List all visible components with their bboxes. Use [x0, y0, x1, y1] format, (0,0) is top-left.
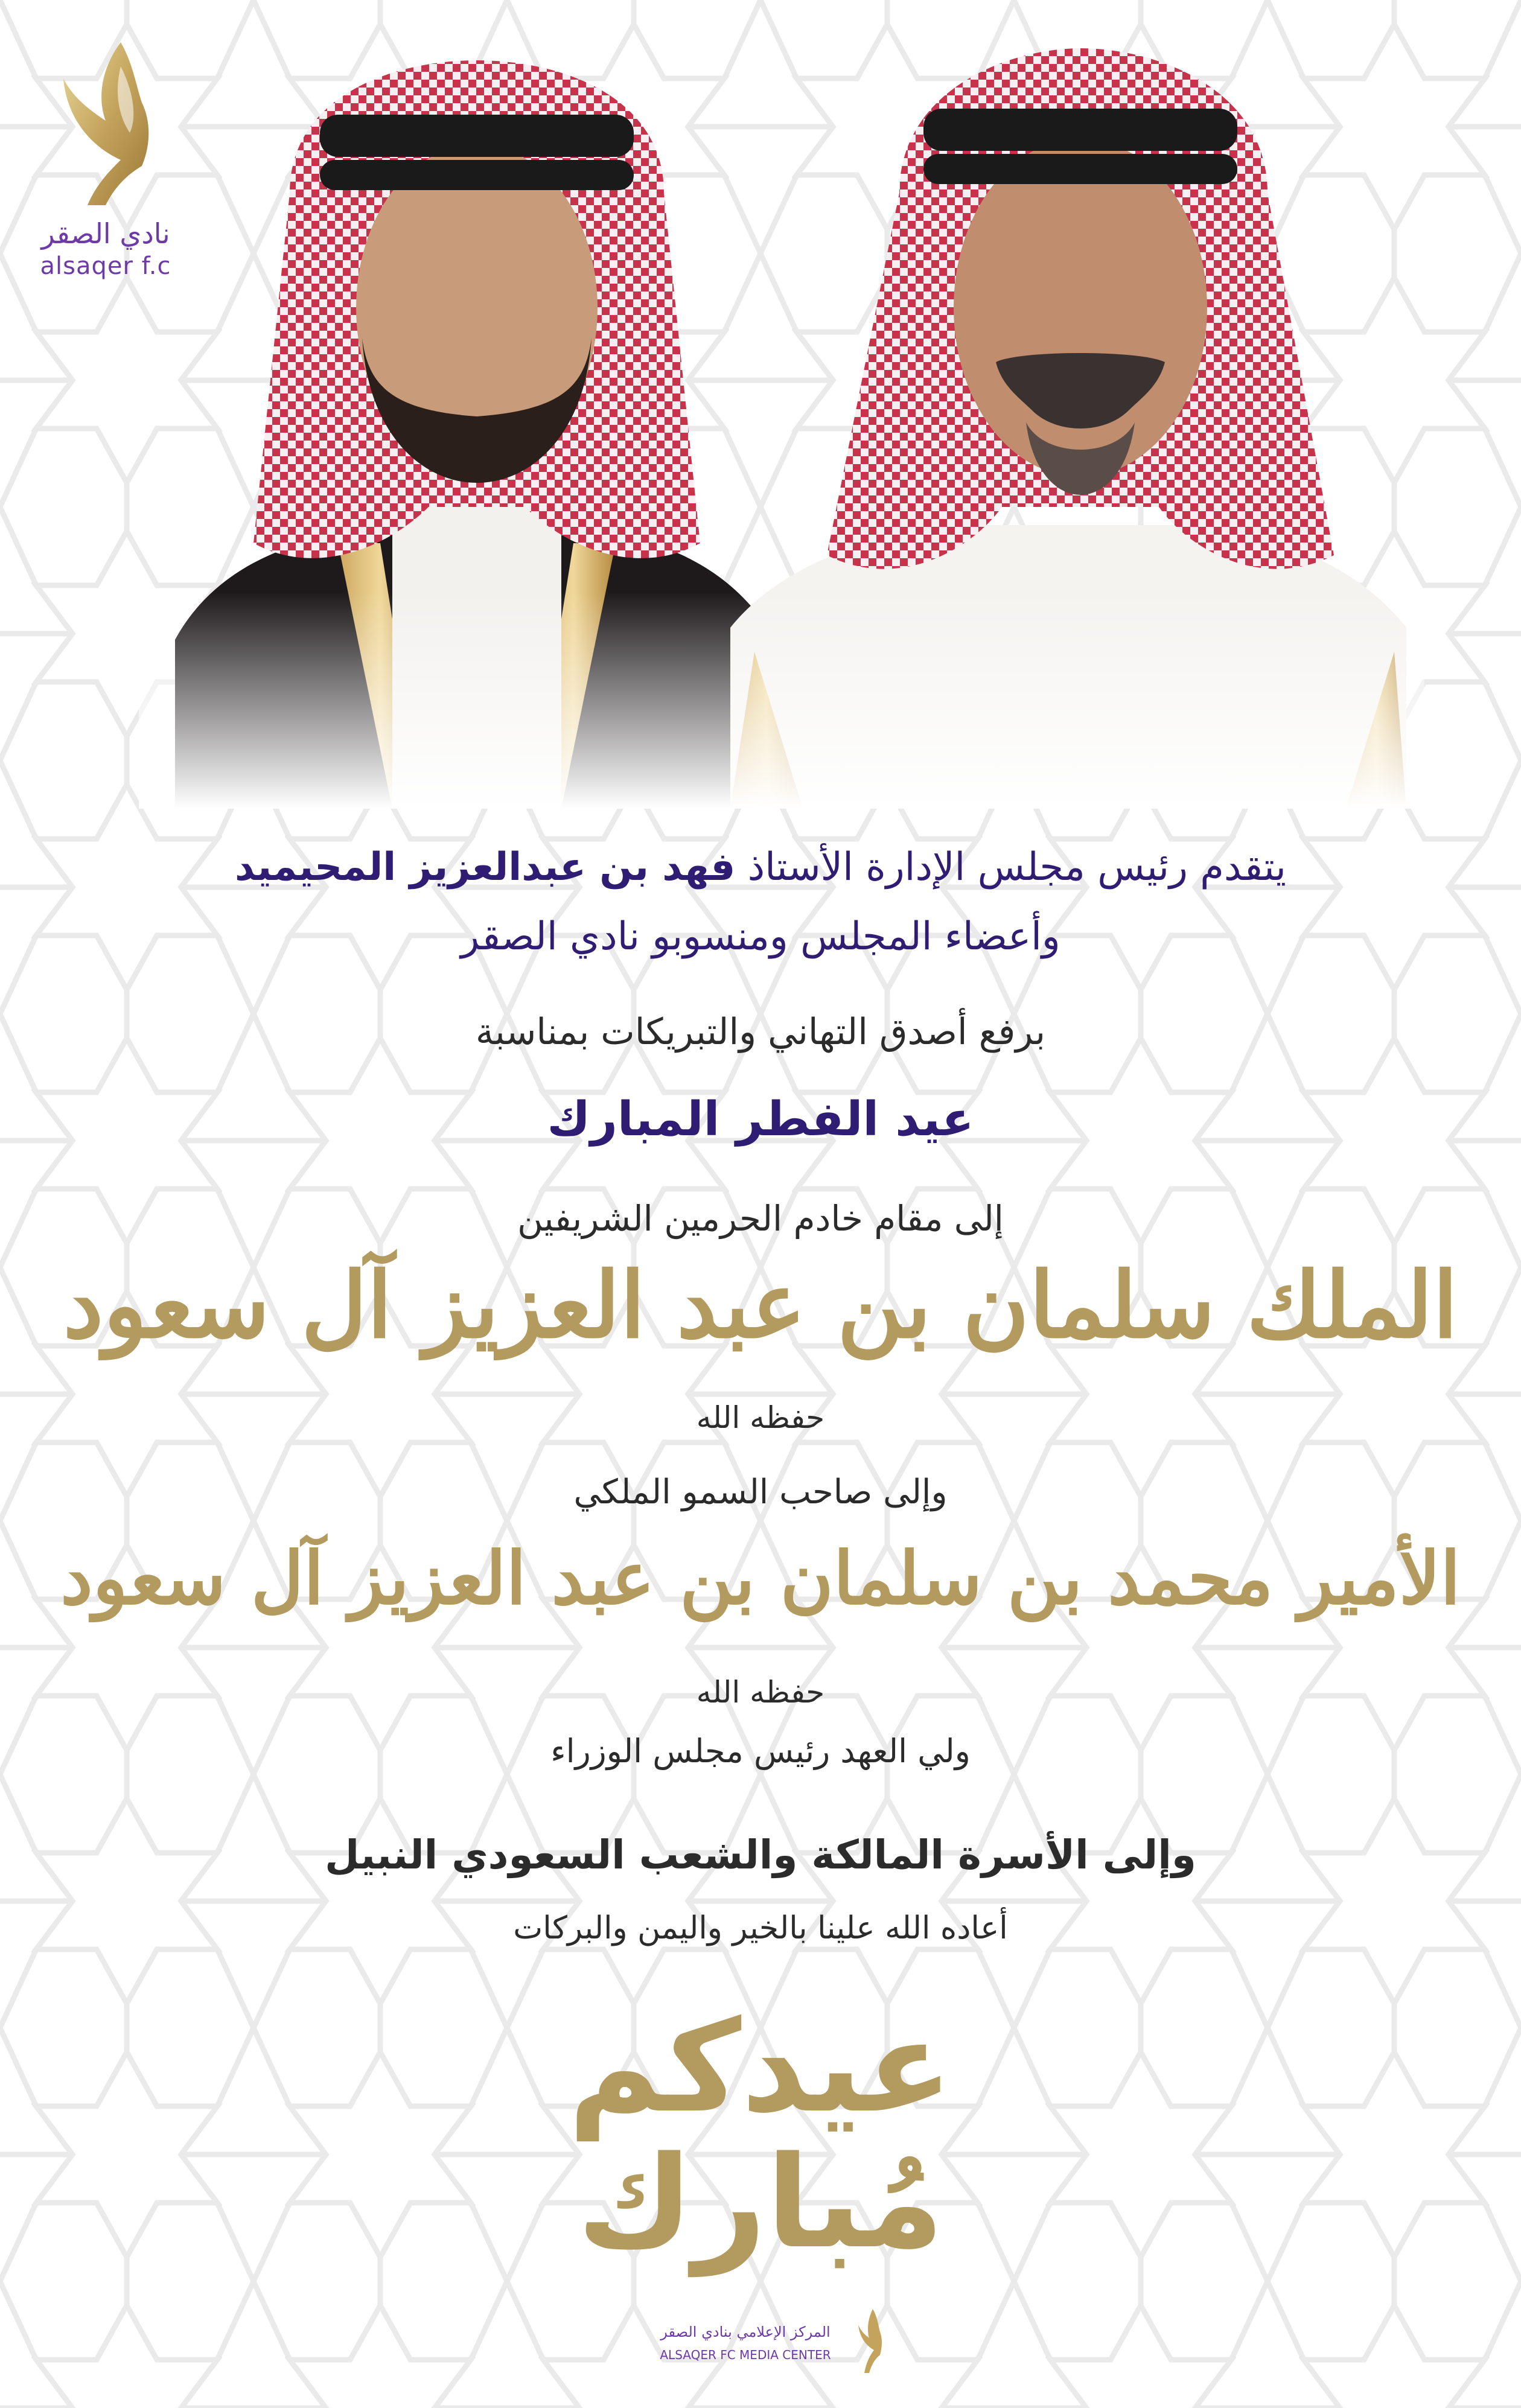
- media-center-arabic: المركز الإعلامي بنادي الصقر: [660, 2324, 831, 2340]
- greeting-line-2: وأعضاء المجلس ومنسوبو نادي الصقر: [461, 914, 1060, 959]
- king-name-calligraphy: الملك سلمان بن عبد العزيز آل سعود: [63, 1252, 1458, 1358]
- to-prince-intro: وإلى صاحب السمو الملكي: [573, 1473, 948, 1512]
- falcon-small-icon: [851, 2305, 887, 2378]
- greeting-line-1-prefix: يتقدم رئيس مجلس الإدارة الأستاذ: [735, 845, 1286, 890]
- prince-name-calligraphy: الأمير محمد بن سلمان بن عبد العزيز آل سعود: [60, 1536, 1461, 1621]
- eid-calligraphy-line-1: عيدكم: [568, 1993, 953, 2141]
- logo-name-english: alsaqer f.c: [40, 252, 171, 280]
- eid-calligraphy-line-2: مُبارك: [577, 2129, 944, 2276]
- greeting-line-3: برفع أصدق التهاني والتبريكات بمناسبة: [475, 1011, 1046, 1053]
- portraits-image: [139, 48, 1424, 809]
- prince-title: ولي العهد رئيس مجلس الوزراء: [550, 1732, 971, 1770]
- media-center-english: ALSAQER FC MEDIA CENTER: [660, 2348, 831, 2362]
- to-family-line: وإلى الأسرة المالكة والشعب السعودي النبيل: [325, 1832, 1196, 1878]
- occasion-title: عيد الفطر المبارك: [547, 1092, 974, 1147]
- logo-name-arabic: نادي الصقر: [41, 217, 170, 250]
- wish-line: أعاده الله علينا بالخير واليمن والبركات: [513, 1910, 1008, 1946]
- prince-blessing: حفظه الله: [696, 1675, 825, 1710]
- media-center-footer: [640, 2305, 893, 2396]
- king-blessing: حفظه الله: [696, 1400, 825, 1435]
- to-king-intro: إلى مقام خادم الحرمين الشريفين: [517, 1198, 1004, 1239]
- chairman-name: فهد بن عبدالعزيز المحيميد: [235, 845, 736, 890]
- greeting-line-1: [0, 845, 1521, 890]
